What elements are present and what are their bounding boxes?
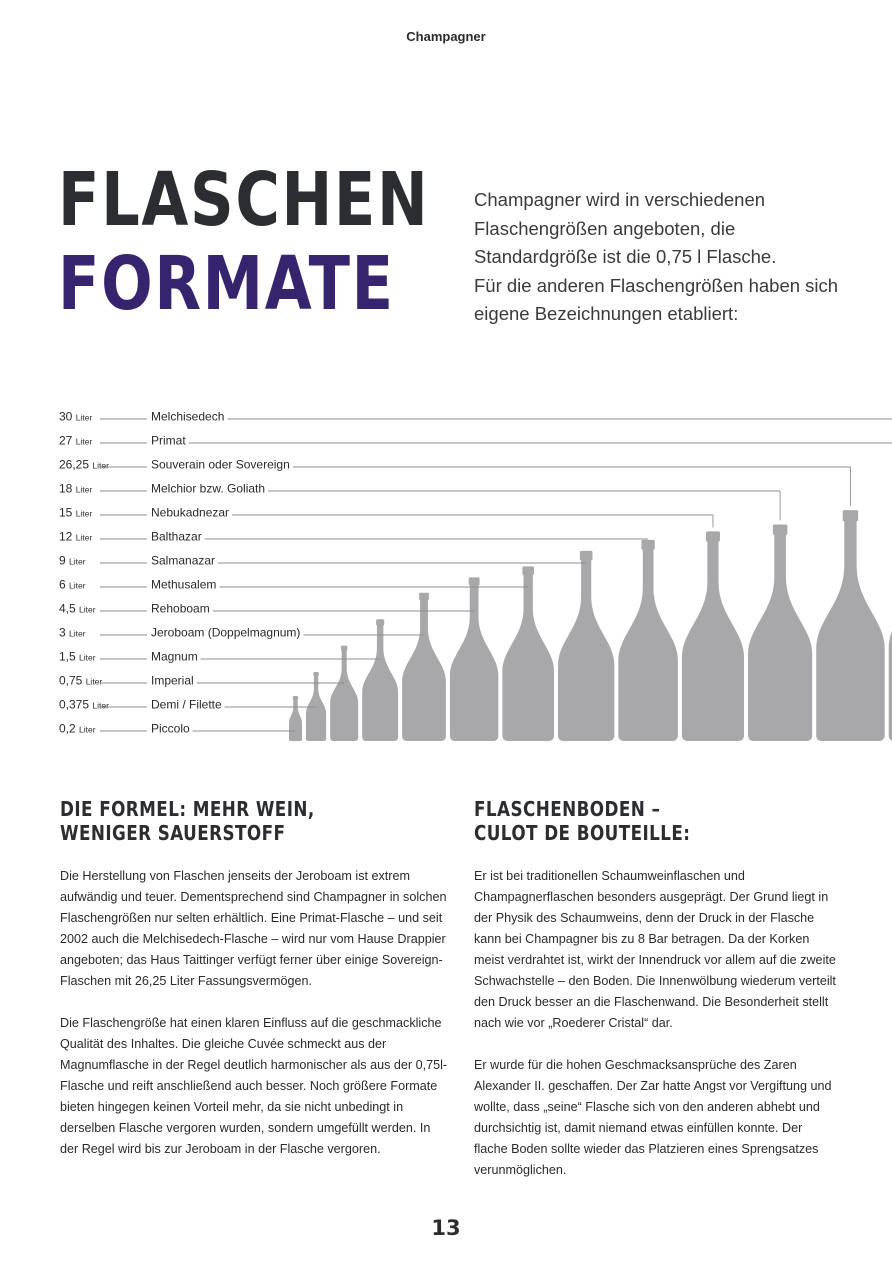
title-line-1: FLASCHEN — [58, 157, 430, 243]
bottle-name-melchisedech: Melchisedech — [151, 409, 225, 424]
intro-paragraph-2: Für die anderen Flaschengrößen haben sich eigene Bezeichnungen etabliert: — [474, 274, 839, 324]
volume-label: 0,75 Liter — [59, 673, 103, 688]
left-heading-line-2: WENIGER SAUERSTOFF — [60, 821, 286, 845]
volume-label: 0,375 Liter — [59, 697, 109, 712]
right-column-heading — [474, 797, 690, 845]
volume-label: 0,2 Liter — [59, 721, 96, 736]
intro-text — [474, 186, 854, 329]
volume-label: 26,25 Liter — [59, 457, 109, 472]
bottle-name-balthazar: Balthazar — [151, 529, 202, 544]
bottle-souverain-oder-sovereign — [816, 510, 884, 741]
bottle-name-methusalem: Methusalem — [151, 577, 217, 592]
bottle-name-magnum: Magnum — [151, 649, 198, 664]
volume-label: 27 Liter — [59, 433, 93, 448]
bottle-name-imperial: Imperial — [151, 673, 194, 688]
bottle-imperial — [330, 646, 358, 741]
bottle-salmanazar — [558, 551, 614, 741]
bottle-name-demi-filette: Demi / Filette — [151, 697, 222, 712]
volume-label: 12 Liter — [59, 529, 93, 544]
page-title — [58, 158, 429, 326]
volume-label: 6 Liter — [59, 577, 86, 592]
left-paragraph-2: Die Flaschengröße hat einen klaren Einfluss auf die geschmackliche Qualität des Inhaltes. Die gleiche Cuvée schmeckt aus der Magnumflasche in der Regel deutlich harmonischer als aus der 0,75l-Flasche und reift anschließend auch besser. Noch größere Formate bieten hingegen keinen Vorteil mehr, da sie nicht unbedingt in derselben Flasche vergoren wurden, sondern umgefüllt werden. In der Regel wird bis zur Jeroboam in der Flasche vergoren. — [60, 1016, 448, 1156]
left-column-heading — [60, 797, 315, 845]
volume-label: 3 Liter — [59, 625, 86, 640]
bottle-nebukadnezar — [682, 531, 744, 741]
right-paragraph-1: Er ist bei traditionellen Schaumweinflaschen und Champagnerflaschen besonders ausgeprägt. Der Grund liegt in der Physik des Schaumweins, denn der Druck in der Flasche kann bei Champagner bis zu 8 Bar betragen. Da der Korken meist verdrahtet ist, wirkt der Innendruck vor allem auf die zweite Schwachstelle – den Boden. Die Innenwölbung wiederum verteilt den Druck besser an die Flaschenwand. Die Besonderheit stellt nach wie vor „Roederer Cristal“ dar. — [474, 869, 836, 1030]
right-column-text — [474, 866, 838, 1202]
right-heading-line-2: CULOT DE BOUTEILLE: — [474, 821, 691, 845]
bottle-name-piccolo: Piccolo — [151, 721, 190, 736]
left-paragraph-1: Die Herstellung von Flaschen jenseits der Jeroboam ist extrem aufwändig und teuer. Dementsprechend sind Champagner in solchen Flaschengrößen nur selten erhältlich. Eine Primat-Flasche – und seit 2002 auch die Melchisedech-Flasche – wird nur vom Hause Drappier angeboten; das Haus Taittinger verfügt ferner über einige Sovereign-Flaschen mit 26,25 Liter Fassungsvermögen. — [60, 869, 447, 988]
left-column-text — [60, 866, 452, 1181]
bottle-jeroboam-doppelmagnum — [402, 593, 446, 741]
volume-label: 4,5 Liter — [59, 601, 96, 616]
page-number: 13 — [431, 1216, 461, 1240]
bottle-name-salmanazar: Salmanazar — [151, 553, 216, 568]
bottle-piccolo — [289, 696, 302, 741]
volume-label: 1,5 Liter — [59, 649, 96, 664]
title-line-2: FORMATE — [58, 241, 395, 327]
bottle-methusalem — [502, 566, 554, 741]
bottle-melchior-bzw-goliath — [748, 524, 812, 741]
volume-label: 18 Liter — [59, 481, 93, 496]
bottle-name-rehoboam: Rehoboam — [151, 601, 210, 616]
right-paragraph-2: Er wurde für die hohen Geschmacksansprüche des Zaren Alexander II. geschaffen. Der Zar hatte Angst vor Vergiftung und wollte, dass „seine“ Flasche sich von den anderen abhebt und durchsichtig ist, damit niemand etwas einfüllen konnte. Der flache Boden sollte wieder das Platzieren eines Sprengsatzes verunmöglichen. — [474, 1058, 832, 1177]
volume-label: 15 Liter — [59, 505, 93, 520]
bottle-name-primat: Primat — [151, 433, 186, 448]
bottle-name-souverain-oder-sovereign: Souverain oder Sovereign — [151, 457, 290, 472]
volume-label: 9 Liter — [59, 553, 86, 568]
intro-paragraph-1: Champagner wird in verschiedenen Flaschengrößen angeboten, die Standardgröße ist die 0,75 l Flasche. — [474, 189, 777, 267]
bottle-balthazar — [618, 540, 678, 741]
bottle-rehoboam — [450, 577, 498, 741]
left-heading-line-1: DIE FORMEL: MEHR WEIN, — [60, 797, 315, 821]
bottle-demi-filette — [306, 672, 326, 741]
bottle-name-jeroboam-doppelmagnum: Jeroboam (Doppelmagnum) — [151, 625, 301, 640]
bottle-size-chart — [0, 400, 892, 750]
bottle-name-nebukadnezar: Nebukadnezar — [151, 505, 230, 520]
volume-label: 30 Liter — [59, 409, 93, 424]
running-header: Champagner — [406, 29, 486, 44]
bottle-magnum — [362, 619, 398, 741]
right-heading-line-1: FLASCHENBODEN – — [474, 797, 661, 821]
bottle-name-melchior-bzw-goliath: Melchior bzw. Goliath — [151, 481, 266, 496]
